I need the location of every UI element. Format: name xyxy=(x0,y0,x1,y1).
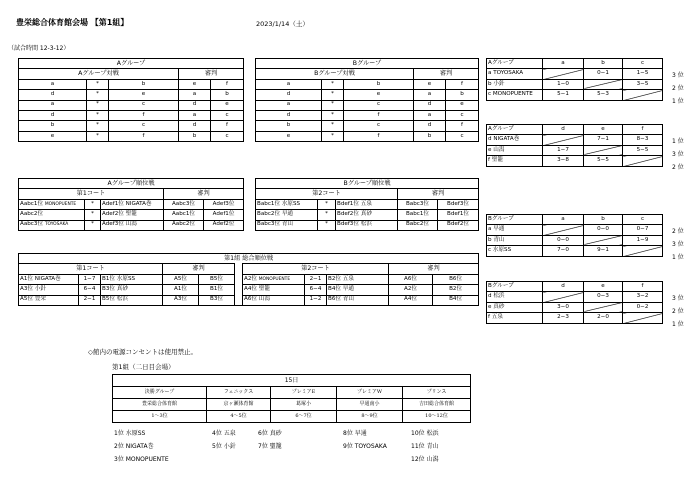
final-rank-table: 第1組 総合順位戦 第1コート 審判 第2コート 審判 A1位 NIGATA巻 1−7 B1位 水原SS A5位 B5位 A2位 MONOPUENTE 2−1 B2位 五泉 A6位 B6位 A3位 小針 6−4 B3位 真砂 A1位 B1位 A4位 聖籠 6−4 B4位 早通 A2位 B2位 A5位 豊栄 2−1 B5位 松浜 A3位 B3位 A6位 山潟 1−2 B6位 青山 A4位 B4位 xyxy=(18,253,479,306)
table-row: c MONOPUENTE 5−1 5−3 xyxy=(487,90,663,100)
group-a-rank-title: Aグループ順位戦 xyxy=(19,179,244,189)
group-a-rank-table: Aグループ順位戦 第1コート 審判 Aabc1位 MONOPUENTE * Adef1位 NIGATA巻 Aabc3位 Adef3位 Aabc2位 * Adef2位 聖籠 Aabc1位 Adef1位 Aabc3位 TOYOSAKA * Adef3位 山潟 Aabc2位 Adef2位 xyxy=(18,178,244,231)
match-time: （試合時間 12-3-12） xyxy=(8,45,70,52)
table-row: e * f b c xyxy=(256,131,479,141)
result-item: 9位 TOYOSAKA xyxy=(343,443,387,450)
result-item: 12位 山潟 xyxy=(411,456,439,463)
group-a-sub: Aグループ対戦 xyxy=(19,69,179,79)
table-row: a * c d e xyxy=(19,100,244,110)
standings-a-def: Aグループ d e f d NIGATA巻 7−1 8−3 e 山潟 1−7 5−5 f 聖籠 3−8 5−5 xyxy=(486,124,663,167)
result-item: 7位 聖籠 xyxy=(258,443,282,450)
table-row: Babc1位 水原SS * Bdef1位 五泉 Babc3位 Bdef3位 xyxy=(256,199,479,209)
table-row: 決勝グループ フェニックス プレミアE プレミアW プリンス xyxy=(113,387,471,399)
table-row: Aabc2位 * Adef2位 聖籠 Aabc1位 Adef1位 xyxy=(19,210,244,220)
group-b-sub: Bグループ対戦 xyxy=(256,69,414,79)
table-row: b 小針 1−0 3−5 xyxy=(487,79,663,89)
table-row: 豊栄総合体育館 京ヶ瀬体育館 葛塚小 早通南小 吉田総合体育館 xyxy=(113,399,471,411)
table-row: a * b e f xyxy=(19,79,244,89)
result-item: 3位 MONOPUENTE xyxy=(114,456,169,463)
table-row: d NIGATA巻 7−1 8−3 xyxy=(487,135,663,145)
group-b-rank-table: Bグループ順位戦 第2コート 審判 Babc1位 水原SS * Bdef1位 五泉 Babc3位 Bdef3位 Babc2位 早通 * Bdef2位 真砂 Babc1位 Bdef1位 Babc3位 青山 * Bdef3位 松浜 Babc2位 Bdef2位 xyxy=(255,178,479,231)
table-row: f 五泉 2−3 2−0 xyxy=(487,313,663,323)
rank-label: 1 位 xyxy=(672,98,684,105)
result-item: 5位 小針 xyxy=(212,443,236,450)
group-b-ref: 審判 xyxy=(414,69,479,79)
table-row: d * e a b xyxy=(19,90,244,100)
group-b-rank-title: Bグループ順位戦 xyxy=(256,179,479,189)
table-row: A3位 小針 6−4 B3位 真砂 A1位 B1位 A4位 聖籠 6−4 B4位 早通 A2位 B2位 xyxy=(19,285,479,295)
table-row: Babc3位 青山 * Bdef3位 松浜 Babc2位 Bdef2位 xyxy=(256,220,479,230)
table-row: a * b e f xyxy=(256,79,479,89)
table-row: Aabc1位 MONOPUENTE * Adef1位 NIGATA巻 Aabc3位 Adef3位 xyxy=(19,199,244,209)
day2-date: 15日 xyxy=(113,375,471,387)
result-item: 2位 NIGATA巻 xyxy=(114,443,154,450)
rank-label: 1 位 xyxy=(672,254,684,261)
rank-label: 3 位 xyxy=(672,72,684,79)
table-row: b * c d f xyxy=(256,121,479,131)
table-row: f 聖籠 3−8 5−5 xyxy=(487,156,663,166)
table-row: a 早通 0−0 0−7 xyxy=(487,225,663,235)
group-b-title: Bグループ xyxy=(256,59,479,69)
rank-label: 1 位 xyxy=(672,321,684,328)
table-row: b * c d f xyxy=(19,121,244,131)
table-row: 1〜3位 4〜5位 6〜7位 8〜9位 10〜12位 xyxy=(113,411,471,423)
standings-b-def: Bグループ d e f d 松浜 0−3 3−2 e 真砂 3−0 0−2 f 五泉 2−3 2−0 xyxy=(486,281,663,324)
table-row: e 山潟 1−7 5−5 xyxy=(487,145,663,155)
rank-label: 2 位 xyxy=(672,228,684,235)
table-row: c 水原SS 7−0 9−1 xyxy=(487,246,663,256)
rank-label: 2 位 xyxy=(672,164,684,171)
result-item: 1位 水原SS xyxy=(114,430,146,437)
table-row: a * c d e xyxy=(256,100,479,110)
group-a-ref: 審判 xyxy=(179,69,244,79)
table-row: e * f b c xyxy=(19,131,244,141)
final-title: 第1組 総合順位戦 xyxy=(19,254,479,264)
power-notice: ◇館内の電源コンセントは使用禁止。 xyxy=(88,348,197,356)
result-item: 8位 早通 xyxy=(343,430,367,437)
group-a-title: Aグループ xyxy=(19,59,244,69)
standings-a-abc: Aグループ a b c a TOYOSAKA 0−1 1−5 b 小針 1−0 3−5 c MONOPUENTE 5−1 5−3 xyxy=(486,58,663,101)
table-row: d * e a b xyxy=(256,90,479,100)
rank-label: 3 位 xyxy=(672,295,684,302)
day2-schedule xyxy=(112,374,471,423)
standings-b-abc: Bグループ a b c a 早通 0−0 0−7 b 青山 0−0 1−9 c 水原SS 7−0 9−1 xyxy=(486,214,663,257)
result-item: 11位 青山 xyxy=(411,443,439,450)
rank-label: 3 位 xyxy=(672,241,684,248)
event-date: 2023/1/14（土） xyxy=(256,20,309,28)
rank-label: 2 位 xyxy=(672,308,684,315)
table-row: d * f a c xyxy=(19,110,244,120)
table-row: A5位 豊栄 2−1 B5位 松浜 A3位 B3位 A6位 山潟 1−2 B6位 青山 A4位 B4位 xyxy=(19,295,479,305)
page-title: 豊栄総合体育館会場 【第1組】 xyxy=(16,18,129,27)
group-a-match-table xyxy=(18,58,244,142)
result-item: 4位 五泉 xyxy=(212,430,236,437)
table-row: d * f a c xyxy=(256,110,479,120)
result-item: 10位 松浜 xyxy=(411,430,439,437)
day2-label: 第1組（二日目会場） xyxy=(112,363,175,371)
table-row: a TOYOSAKA 0−1 1−5 xyxy=(487,69,663,79)
rank-label: 3 位 xyxy=(672,151,684,158)
table-row: e 真砂 3−0 0−2 xyxy=(487,302,663,312)
table-row: b 青山 0−0 1−9 xyxy=(487,235,663,245)
table-row: d 松浜 0−3 3−2 xyxy=(487,292,663,302)
table-row: A1位 NIGATA巻 1−7 B1位 水原SS A5位 B5位 A2位 MONOPUENTE 2−1 B2位 五泉 A6位 B6位 xyxy=(19,274,479,284)
result-item: 6位 真砂 xyxy=(258,430,282,437)
rank-label: 2 位 xyxy=(672,85,684,92)
rank-label: 1 位 xyxy=(672,138,684,145)
table-row: Babc2位 早通 * Bdef2位 真砂 Babc1位 Bdef1位 xyxy=(256,210,479,220)
table-row: Aabc3位 TOYOSAKA * Adef3位 山潟 Aabc2位 Adef2位 xyxy=(19,220,244,230)
group-b-match-table xyxy=(255,58,479,142)
